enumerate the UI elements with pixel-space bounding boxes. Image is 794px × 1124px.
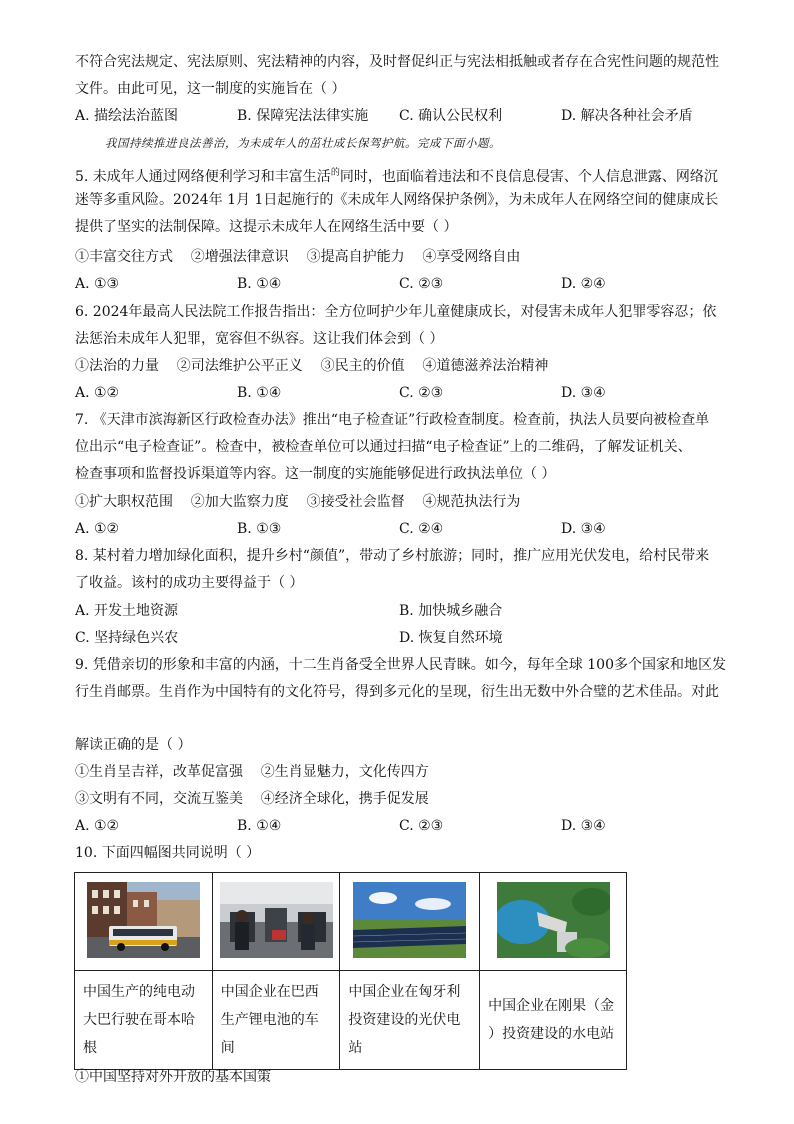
- q9-line-1: 9. 凭借亲切的形象和丰富的内涵，十二生肖备受全世界人民青睐。如今，每年全球 100多个国家和地区发: [75, 657, 726, 673]
- photo-electric-bus-copenhagen: [87, 882, 200, 958]
- q8-line-1: 8. 某村着力增加绿化面积，提升乡村“颜值”，带动了乡村旅游；同时，推广应用光伏发电，给村民带来: [75, 548, 710, 564]
- q8-option-c: C. 坚持绿色兴农: [75, 630, 179, 646]
- q7-items: ①扩大职权范围 ②加大监察力度 ③接受社会监督 ④规范执法行为: [75, 494, 521, 510]
- intro-line-2: 文件。由此可见，这一制度的实施旨在（ ）: [75, 81, 346, 97]
- q9-line-3: 解读正确的是（ ）: [75, 737, 192, 753]
- q9-option-b: B. ①④: [237, 818, 282, 834]
- q6-option-c: C. ②③: [399, 385, 444, 401]
- q8-option-b: B. 加快城乡融合: [399, 603, 503, 619]
- photo-cell-hydro: [480, 873, 627, 971]
- q5-option-a: A. ①③: [75, 276, 120, 292]
- q5-option-c: C. ②③: [399, 276, 444, 292]
- section-note: 我国持续推进良法善治，为未成年人的茁壮成长保驾护航。完成下面小题。: [105, 136, 501, 150]
- q10-picture-table: [74, 872, 627, 1070]
- q6-option-d: D. ③④: [561, 385, 606, 401]
- q6-line-2: 法惩治未成年人犯罪，宽容但不纵容。这让我们体会到（ ）: [75, 331, 444, 347]
- q8-line-2: 了收益。该村的成功主要得益于（ ）: [75, 575, 304, 591]
- q9-option-a: A. ①②: [75, 818, 120, 834]
- q6-line-1: 6. 2024年最高人民法院工作报告指出：全方位呵护少年儿童健康成长，对侵害未成年人犯罪零容忍；依: [75, 304, 717, 320]
- q8-option-d: D. 恢复自然环境: [399, 630, 503, 646]
- caption-hydro: 中国企业在刚果（金 ）投资建设的水电站: [480, 971, 627, 1070]
- intro-option-b: B. 保障宪法法律实施: [237, 108, 369, 124]
- intro-option-c: C. 确认公民权利: [399, 108, 503, 124]
- q5-line-3: 提供了坚实的法制保障。这提示未成年人在网络生活中要（ ）: [75, 219, 458, 235]
- q7-line-3: 检查事项和监督投诉渠道等内容。这一制度的实施能够促进行政执法单位（ ）: [75, 466, 556, 482]
- q6-option-b: B. ①④: [237, 385, 282, 401]
- caption-battery: 中国企业在巴西 生产锂电池的车 间: [212, 971, 340, 1070]
- q9-line-2: 行生肖邮票。生肖作为中国特有的文化符号，得到多元化的呈现，衍生出无数中外合璧的艺术佳品。对此: [75, 684, 719, 700]
- photo-lithium-battery-workshop: [220, 882, 333, 958]
- intro-option-d: D. 解决各种社会矛盾: [561, 108, 693, 124]
- q6-option-a: A. ①②: [75, 385, 120, 401]
- photo-cell-solar: [340, 873, 480, 971]
- intro-line-1: 不符合宪法规定、宪法原则、宪法精神的内容，及时督促纠正与宪法相抵触或者存在合宪性问题的规范性: [75, 54, 719, 70]
- q8-option-a: A. 开发土地资源: [75, 603, 179, 619]
- q7-line-2: 位出示“电子检查证”。检查中，被检查单位可以通过扫描“电子检查证”上的二维码，了解发证机关、: [75, 439, 692, 455]
- q5-line-2: 迷等多重风险。2024年 1月 1日起施行的《未成年人网络保护条例》，为未成年人在网络空间的健康成长: [75, 192, 719, 208]
- q9-items-2: ③文明有不同，交流互鉴美 ④经济全球化，携手促发展: [75, 791, 429, 807]
- q5-option-d: D. ②④: [561, 276, 606, 292]
- q9-option-c: C. ②③: [399, 818, 444, 834]
- q9-items-1: ①生肖呈吉祥，改革促富强 ②生肖显魅力，文化传四方: [75, 764, 429, 780]
- caption-bus: 中国生产的纯电动 大巴行驶在哥本哈 根: [75, 971, 213, 1070]
- q7-line-1: 7. 《天津市滨海新区行政检查办法》推出“电子检查证”行政检查制度。检查前，执法人员要向被检查单: [75, 412, 710, 428]
- q5-option-b: B. ①④: [237, 276, 282, 292]
- q6-items: ①法治的力量 ②司法维护公平正义 ③民主的价值 ④道德滋养法治精神: [75, 358, 549, 374]
- q7-option-a: A. ①②: [75, 521, 120, 537]
- q9-option-d: D. ③④: [561, 818, 606, 834]
- photo-hydropower-station: [497, 882, 610, 958]
- photo-cell-battery: [212, 873, 340, 971]
- photo-solar-power-plant: [353, 882, 466, 958]
- q7-option-d: D. ③④: [561, 521, 606, 537]
- photo-cell-bus: [75, 873, 213, 971]
- intro-option-a: A. 描绘法治蓝图: [75, 108, 179, 124]
- q5-items: ①丰富交往方式 ②增强法律意识 ③提高自护能力 ④享受网络自由: [75, 249, 521, 265]
- caption-solar: 中国企业在匈牙利 投资建设的光伏电 站: [340, 971, 480, 1070]
- q5-line-1: 5. 未成年人通过网络便利学习和丰富生活$^的$同时，也面临着违法和不良信息侵害、个人信息泄露、网络沉: [75, 168, 718, 185]
- q7-option-c: C. ②④: [399, 521, 444, 537]
- q10-stem: 10. 下面四幅图共同说明（ ）: [75, 845, 261, 861]
- q7-option-b: B. ①③: [237, 521, 282, 537]
- q10-item-1: ①中国坚持对外开放的基本国策: [75, 1069, 271, 1085]
